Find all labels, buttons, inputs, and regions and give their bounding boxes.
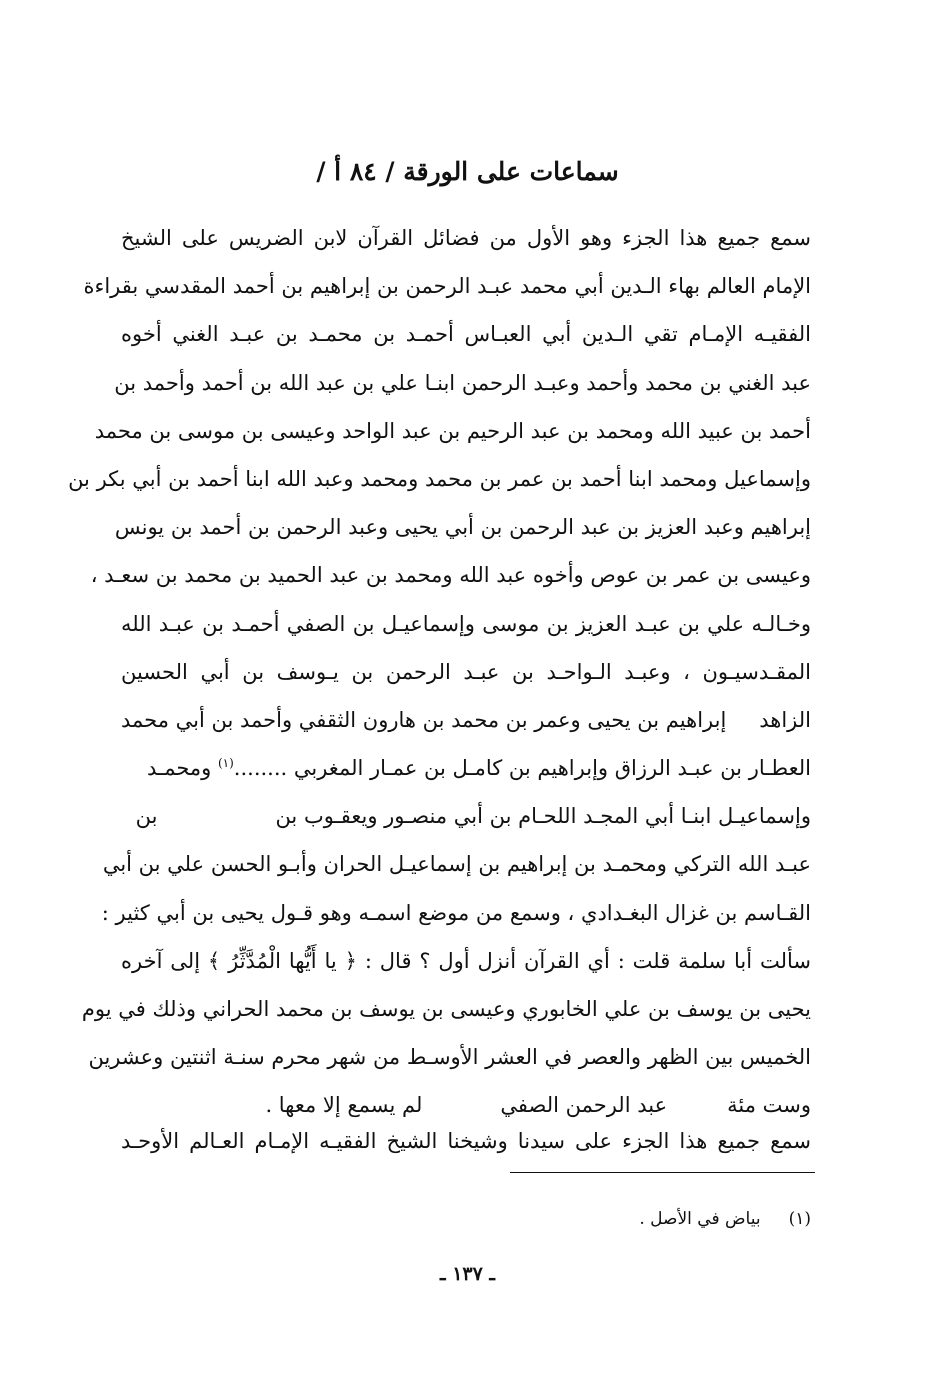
text-line: عبـد الله التركي ومحمـد بن إبراهيم بن إسماعيـل الحران وأبـو الحسن علي بن أبي: [102, 852, 811, 877]
text-line: [121, 744, 811, 792]
footnote-separator: [510, 1172, 815, 1173]
text-line: وإسماعيل ومحمد ابنا أحمد بن عمر بن محمد ومحمد وعبد الله ابنا أحمد بن أبي بكر بن: [68, 466, 811, 491]
text-line: سألت أبا سلمة قلت : أي القرآن أنزل أول ؟ قال : ﴿ يا أَيُّها الْمُدَّثِّرُ ﴾ إلى آخره: [121, 948, 811, 973]
text-line: عبد الغني بن محمد وأحمد وعبـد الرحمن ابنـا علي بن عبد الله بن أحمد وأحمد بن: [114, 370, 811, 395]
main-text: [68, 214, 811, 1130]
footnote-text: بياض في الأصل .: [639, 1209, 761, 1229]
text-line: أحمد بن عبيد الله ومحمد بن عبد الرحيم بن عبد الواحد وعيسى بن موسى بن محمد: [94, 418, 811, 443]
text-line: الإمام العالم بهاء الـدين أبي محمد عبـد الرحمن بن إبراهيم بن أحمد المقدسي بقراءة: [83, 274, 811, 299]
text-line: يحيى بن يوسف بن علي الخابوري وعيسى بن يوسف بن محمد الحراني وذلك في يوم: [81, 997, 811, 1021]
text-line: المقـدسيـون ، وعبـد الـواحـد بن عبـد الرحمن بن يـوسف بن أبي الحسين: [121, 659, 811, 684]
footnote-marker: (١): [217, 756, 234, 771]
second-paragraph: سمع جميع هذا الجزء على سيدنا وشيخنا الشيخ الفقيـه الإمـام العـالم الأوحـد: [121, 1129, 811, 1153]
text-line: القـاسم بن غزال البغـدادي ، وسمع من موضع اسمـه وهو قـول يحيى بن أبي كثير :: [101, 900, 811, 925]
text-segment: العطـار بن عبـد الرزاق وإبراهيم بن كامـل بن عمـار المغربي ........: [233, 756, 811, 781]
text-segment: إبراهيم بن يحيى وعمر بن محمد بن هارون الثقفي وأحمد بن أبي محمد: [121, 707, 727, 732]
text-segment: وإسماعيـل ابنـا أبي المجـد اللحـام بن أبي منصـور ويعقـوب بن: [275, 804, 811, 829]
text-line: إبراهيم وعبد العزيز بن عبد الرحمن بن أبي يحيى وعبد الرحمن بن أحمد بن يونس: [114, 515, 811, 540]
text-line: [121, 696, 811, 744]
page-number: ـ ١٣٧ ـ: [440, 1263, 495, 1285]
text-segment: بن: [135, 804, 158, 829]
text-segment: ومحمـد: [147, 756, 218, 781]
text-line: وخـالـه علي بن عبـد العزيز بن موسى وإسماعيـل بن الصفي أحمـد بن عبـد الله: [121, 611, 811, 636]
text-line: الخميس بين الظهر والعصر في العشر الأوسـط من شهر محرم سنـة اثنتين وعشرين: [88, 1045, 811, 1070]
text-segment: لم يسمع إلا معها .: [265, 1093, 423, 1118]
page-heading: سماعات على الورقة / ٨٤ أ /: [316, 157, 619, 186]
footnote-number: (١): [788, 1209, 811, 1229]
text-line: وعيسى بن عمر بن عوص وأخوه عبد الله ومحمد بن عبد الحميد بن محمد بن سعـد ،: [90, 563, 811, 588]
text-segment: الزاهد: [759, 707, 811, 732]
text-line: الفقيـه الإمـام تقي الـدين أبي العبـاس أحمـد بن محمـد بن عبـد الغني أخوه: [121, 322, 811, 347]
text-segment: وست مئة: [727, 1093, 811, 1118]
text-segment: عبد الرحمن الصفي: [500, 1093, 668, 1118]
text-line: [121, 792, 811, 840]
text-line: سمع جميع هذا الجزء وهو الأول من فضائل القرآن لابن الضريس على الشيخ: [121, 226, 811, 250]
footnote: [639, 1203, 811, 1235]
